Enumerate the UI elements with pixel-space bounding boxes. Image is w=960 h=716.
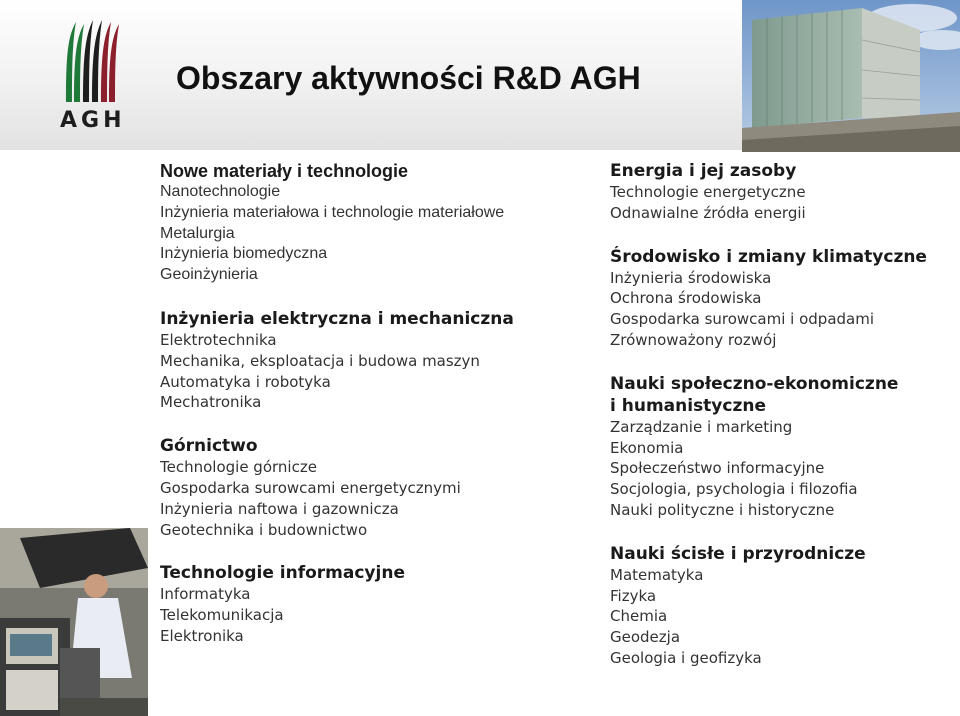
list-item: Inżynieria środowiska (610, 268, 772, 287)
section-title: Środowisko i zmiany klimatyczne (610, 246, 927, 267)
page-title: Obszary aktywności R&D AGH (176, 60, 641, 96)
lab-photo (0, 528, 148, 716)
list-item: Informatyka (160, 585, 251, 604)
list-item: Gospodarka surowcami energetycznymi (160, 478, 461, 497)
list-item: Socjologia, psychologia i filozofia (610, 480, 858, 499)
list-item: Ekonomia (610, 438, 684, 457)
left-column (160, 160, 590, 669)
list-item: Zrównoważony rozwój (610, 330, 777, 349)
list-item: Fizyka (610, 586, 657, 605)
list-item: Telekomunikacja (160, 606, 284, 625)
section-title: Technologie informacyjne (160, 563, 405, 584)
list-item: Technologie górnicze (160, 458, 317, 477)
right-column (610, 160, 955, 691)
section-nauki-scisle (610, 543, 955, 669)
section-title: Energia i jej zasoby (610, 161, 797, 181)
list-item: Technologie energetyczne (610, 183, 806, 201)
logo-mark (66, 20, 119, 102)
list-item: Nanotechnologie (160, 183, 281, 200)
list-item: Automatyka i robotyka (160, 372, 331, 391)
section-title-line2: i humanistyczne (610, 395, 766, 416)
section-inzynieria-elektryczna (160, 308, 590, 413)
building-image (742, 0, 960, 152)
list-item: Społeczeństwo informacyjne (610, 459, 825, 478)
list-item: Mechatronika (160, 393, 262, 412)
list-item: Mechanika, eksploatacja i budowa maszyn (160, 351, 480, 370)
section-title: Nauki społeczno-ekonomiczne (610, 373, 899, 394)
list-item: Geoinżynieria (160, 266, 258, 284)
list-item: Chemia (610, 607, 668, 626)
section-title: Górnictwo (160, 436, 258, 457)
list-item: Geotechnika i budownictwo (160, 520, 368, 539)
section-energia (610, 160, 955, 224)
section-srodowisko (610, 246, 955, 351)
list-item: Matematyka (610, 565, 704, 584)
list-item: Nauki polityczne i historyczne (610, 500, 835, 519)
list-item: Gospodarka surowcami i odpadami (610, 310, 875, 329)
section-gornictwo (160, 435, 590, 540)
section-nowe-materialy (160, 160, 590, 286)
list-item: Inżynieria naftowa i gazownicza (160, 499, 399, 518)
list-item: Geologia i geofizyka (610, 648, 762, 667)
list-item: Metalurgia (160, 224, 235, 242)
list-item: Odnawialne źródła energii (610, 203, 806, 222)
list-item: Zarządzanie i marketing (610, 417, 793, 436)
section-title: Nauki ścisłe i przyrodnicze (610, 543, 866, 564)
section-nauki-spoleczne (610, 373, 955, 521)
list-item: Inżynieria materiałowa i technologie materiałowe (160, 203, 505, 221)
list-item: Geodezja (610, 628, 681, 647)
list-item: Elektrotechnika (160, 330, 277, 349)
section-title: Nowe materiały i technologie (160, 161, 409, 181)
section-technologie-informacyjne (160, 562, 590, 646)
list-item: Ochrona środowiska (610, 289, 762, 308)
logo-text: AGH (60, 108, 126, 133)
list-item: Elektronika (160, 626, 244, 645)
section-title: Inżynieria elektryczna i mechaniczna (160, 308, 514, 329)
list-item: Inżynieria biomedyczna (160, 245, 328, 263)
